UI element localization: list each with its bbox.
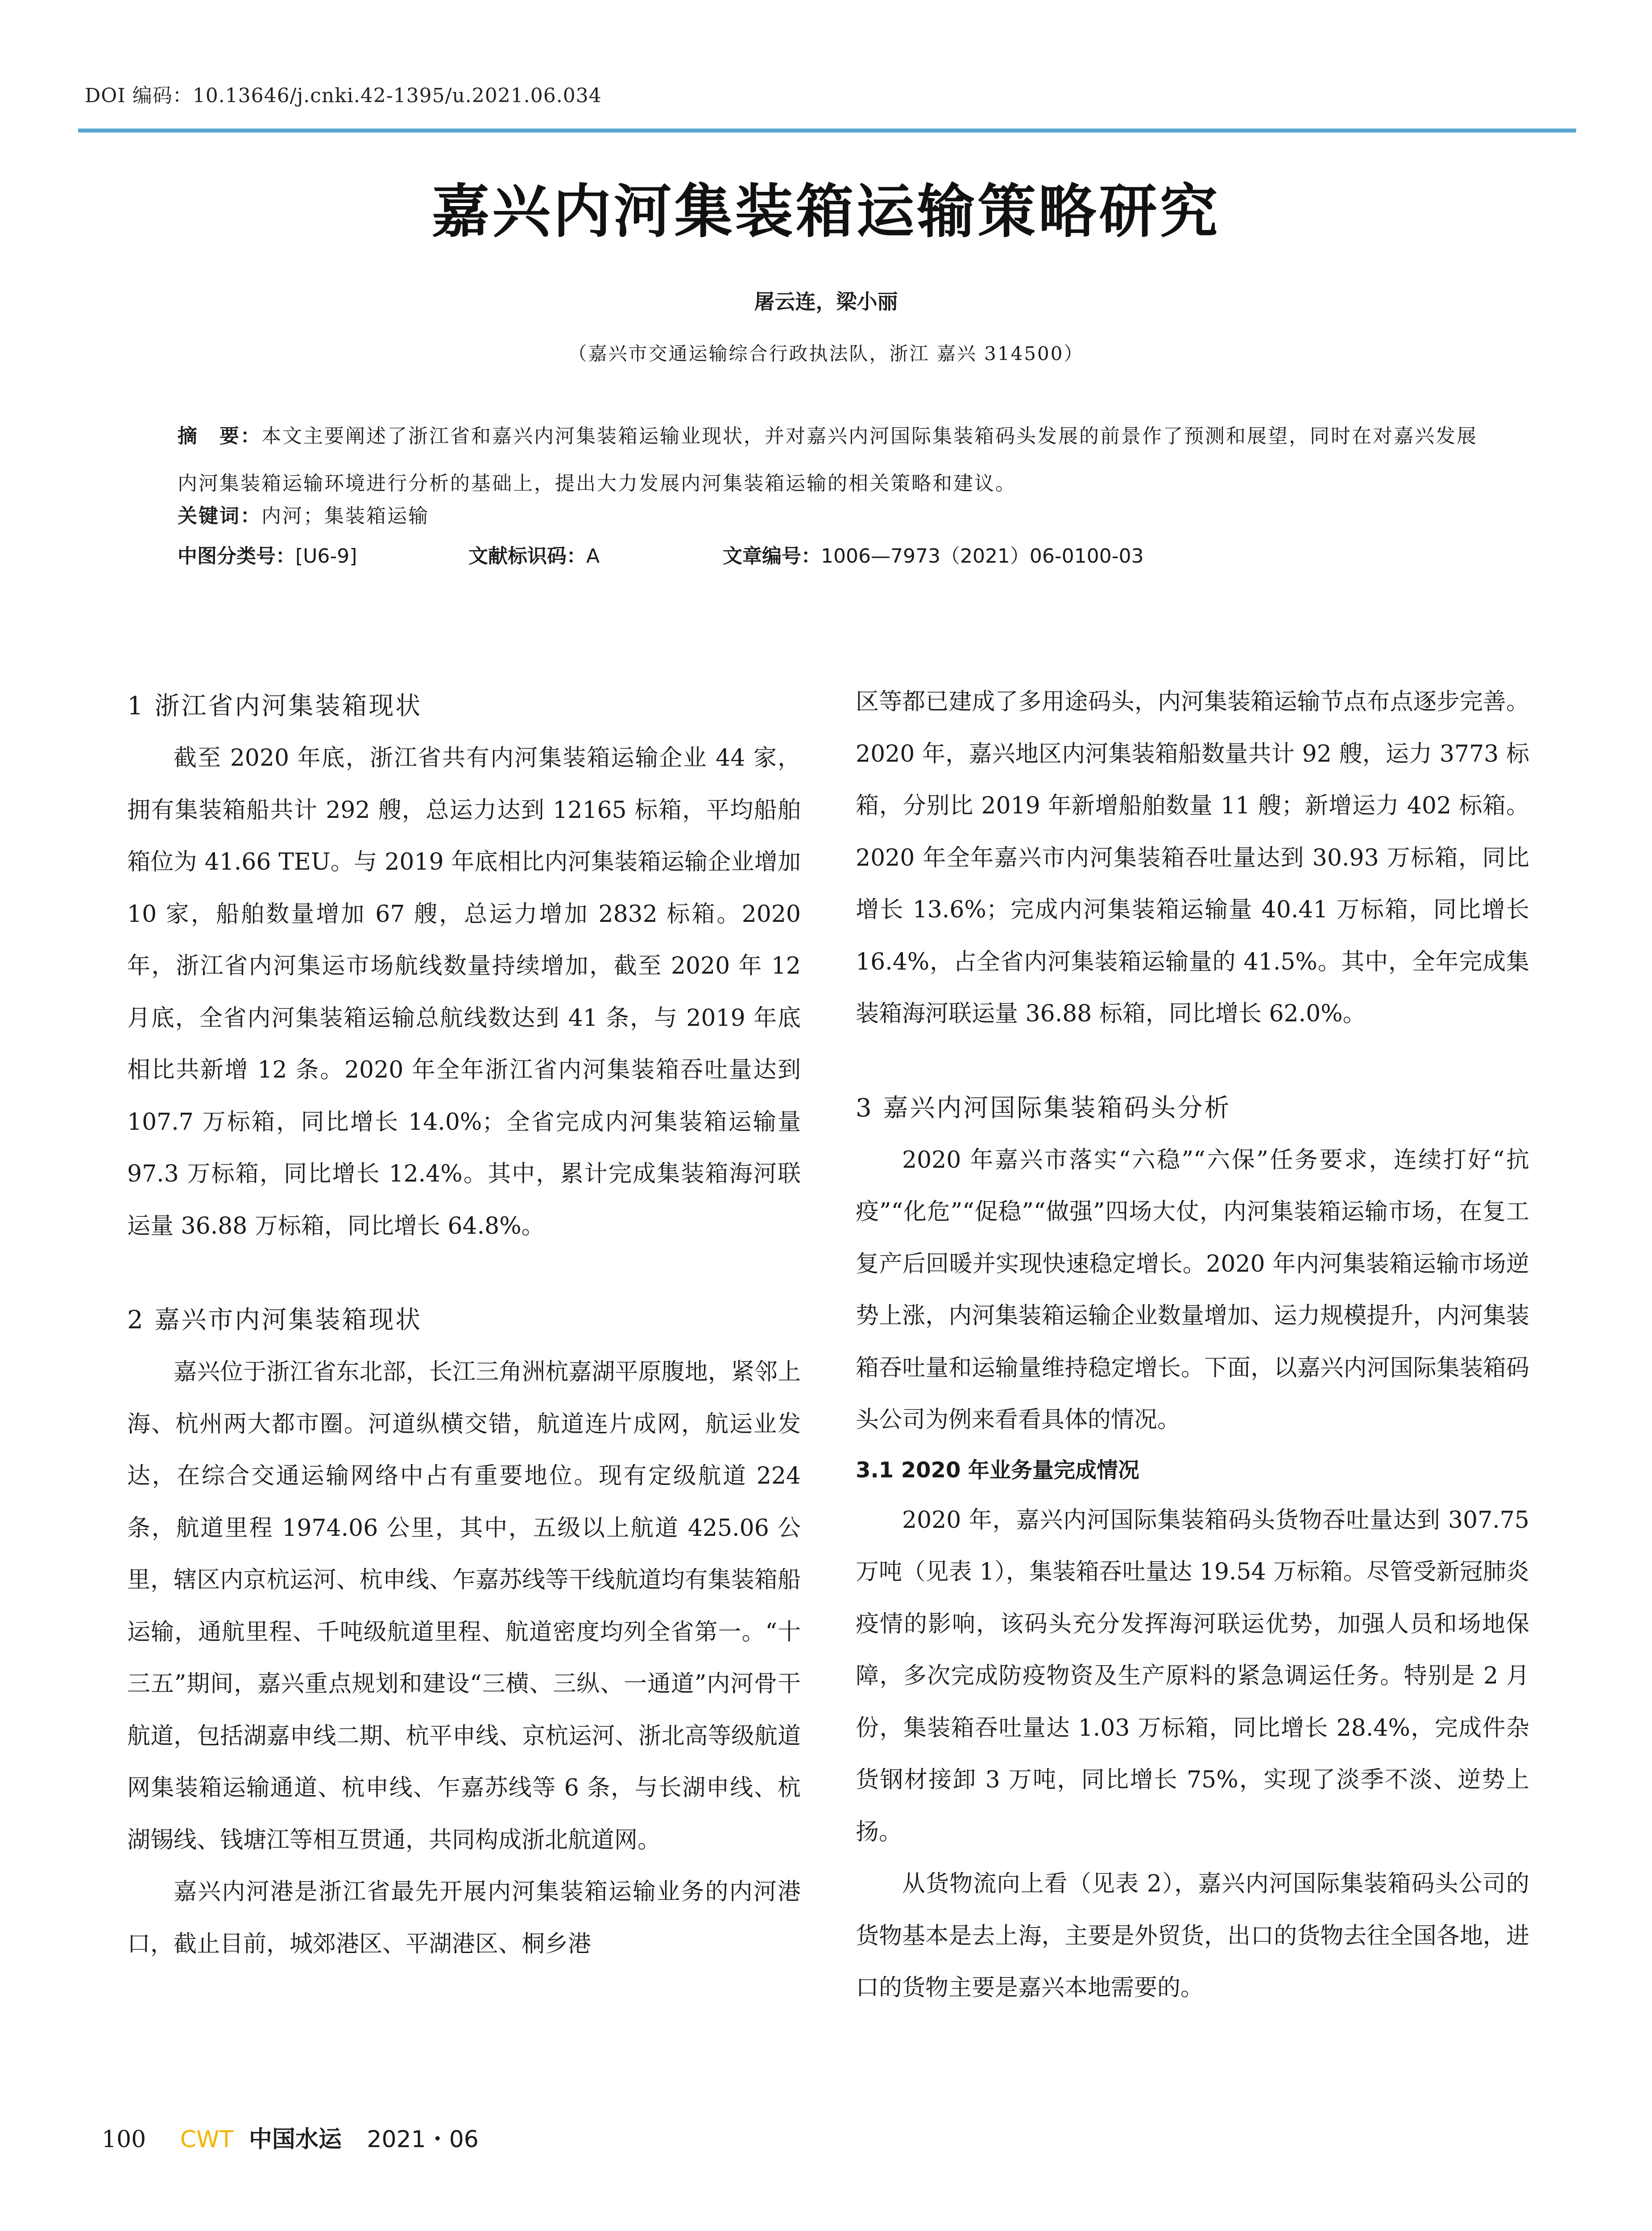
section-1-paragraph: 截至 2020 年底，浙江省共有内河集装箱运输企业 44 家，拥有集装箱船共计 292 艘，总运力达到 12165 标箱，平均船舶箱位为 41.66 TEU。与 2019 年底相比内河集装箱运输企业增加 10 家，船舶数量增加 67 艘，总运力增加 2832 标箱。2020 年，浙江省内河集运市场航线数量持续增加，截至 2020 年 12 月底，全省内河集装箱运输总航线数达到 41 条，与 2019 年底相比共新增 12 条。2020 年全年浙江省内河集装箱吞吐量达到 107.7 万标箱，同比增长 14.0%；全省完成内河集装箱运输量 97.3 万标箱，同比增长 12.4%。其中，累计完成集装箱海河联运量 36.88 万标箱，同比增长 64.8%。 [127, 745, 801, 1240]
article-number-label: 文章编号： [723, 545, 821, 568]
affiliation: （嘉兴市交通运输综合行政执法队，浙江 嘉兴 314500） [568, 343, 1084, 365]
paper-title: 嘉兴内河集装箱运输策略研究 [431, 178, 1221, 245]
section-1-heading: 1 浙江省内河集装箱现状 [127, 692, 422, 721]
doc-value: A [586, 545, 600, 568]
doc-label: 文献标识码： [468, 545, 586, 568]
article-number [723, 540, 1144, 568]
doc-code [468, 540, 600, 568]
doi-line: DOI 编码：10.13646/j.cnki.42-1395/u.2021.06.034 [85, 84, 602, 107]
section-2-paragraph-2-cont: 区等都已建成了多用途码头，内河集装箱运输节点布点逐步完善。2020 年，嘉兴地区内河集装箱船数量共计 92 艘，运力 3773 标箱，分别比 2019 年新增船舶数量 11 艘；新增运力 402 标箱。2020 年全年嘉兴市内河集装箱吞吐量达到 30.93 万标箱，同比增长 13.6%；完成内河集装箱运输量 40.41 万标箱，同比增长 16.4%，占全省内河集装箱运输量的 41.5%。其中，全年完成集装箱海河联运量 36.88 标箱，同比增长 62.0%。 [856, 688, 1529, 1027]
section-2-paragraph-2-start: 嘉兴内河港是浙江省最先开展内河集装箱运输业务的内河港口，截止目前，城郊港区、平湖港区、桐乡港 [127, 1879, 801, 1957]
section-3-paragraph: 2020 年嘉兴市落实“六稳”“六保”任务要求，连续打好“抗疫”“化危”“促稳”“做强”四场大仗，内河集装箱运输市场，在复工复产后回暖并实现快速稳定增长。2020 年内河集装箱运输市场逆势上涨，内河集装箱运输企业数量增加、运力规模提升，内河集装箱吞吐量和运输量维持稳定增长。下面，以嘉兴内河国际集装箱码头公司为例来看看具体的情况。 [856, 1146, 1529, 1433]
keywords-label: 关键词： [178, 505, 261, 527]
section-3-1-paragraph-1: 2020 年，嘉兴内河国际集装箱码头货物吞吐量达到 307.75 万吨（见表 1），集装箱吞吐量达 19.54 万标箱。尽管受新冠肺炎疫情的影响，该码头充分发挥海河联运优势，加强人员和场地保障，多次完成防疫物资及生产原料的紧急调运任务。特别是 2 月份，集装箱吞吐量达 1.03 万标箱，同比增长 28.4%，完成件杂货钢材接卸 3 万吨，同比增长 75%，实现了淡季不淡、逆势上扬。 [856, 1506, 1529, 1845]
keywords-text: 内河；集装箱运输 [261, 505, 429, 527]
header-rule [78, 129, 1576, 133]
article-number-value: 1006—7973（2021）06-0100-03 [821, 545, 1144, 568]
clc-value: [U6-9] [295, 545, 357, 568]
right-column [856, 676, 1529, 2014]
journal-issue: 2021・06 [367, 2126, 479, 2153]
journal-name: 中国水运 [248, 2126, 342, 2153]
section-3-heading: 3 嘉兴内河国际集装箱码头分析 [856, 1093, 1231, 1123]
page-number: 100 [102, 2126, 146, 2153]
section-3-1-paragraph-2: 从货物流向上看（见表 2），嘉兴内河国际集装箱码头公司的货物基本是去上海，主要是外贸货，出口的货物去往全国各地，进口的货物主要是嘉兴本地需要的。 [856, 1870, 1529, 2001]
abstract-label: 摘 要： [178, 425, 261, 448]
journal-logo: CWT [180, 2126, 234, 2153]
section-3-1-heading: 3.1 2020 年业务量完成情况 [856, 1457, 1140, 1483]
abstract-text: 本文主要阐述了浙江省和嘉兴内河集装箱运输业现状，并对嘉兴内河国际集装箱码头发展的前景作了预测和展望，同时在对嘉兴发展内河集装箱运输环境进行分析的基础上，提出大力发展内河集装箱运输的相关策略和建议。 [178, 425, 1478, 495]
left-column [127, 680, 801, 1970]
keywords [178, 500, 429, 528]
page-footer [102, 2120, 479, 2154]
clc-code [178, 540, 357, 568]
authors: 屠云连，梁小丽 [754, 290, 898, 314]
clc-label: 中图分类号： [178, 545, 295, 568]
section-2-paragraph-1: 嘉兴位于浙江省东北部，长江三角洲杭嘉湖平原腹地，紧邻上海、杭州两大都市圈。河道纵横交错，航道连片成网，航运业发达，在综合交通运输网络中占有重要地位。现有定级航道 224 条，航道里程 1974.06 公里，其中，五级以上航道 425.06 公里，辖区内京杭运河、杭申线、乍嘉苏线等干线航道均有集装箱船运输，通航里程、千吨级航道里程、航道密度均列全省第一。“十三五”期间，嘉兴重点规划和建设“三横、三纵、一通道”内河骨干航道，包括湖嘉申线二期、杭平申线、京杭运河、浙北高等级航道网集装箱运输通道、杭申线、乍嘉苏线等 6 条，与长湖申线、杭湖锡线、钱塘江等相互贯通，共同构成浙北航道网。 [127, 1359, 801, 1854]
abstract [178, 413, 1485, 507]
section-2-heading: 2 嘉兴市内河集装箱现状 [127, 1306, 422, 1335]
